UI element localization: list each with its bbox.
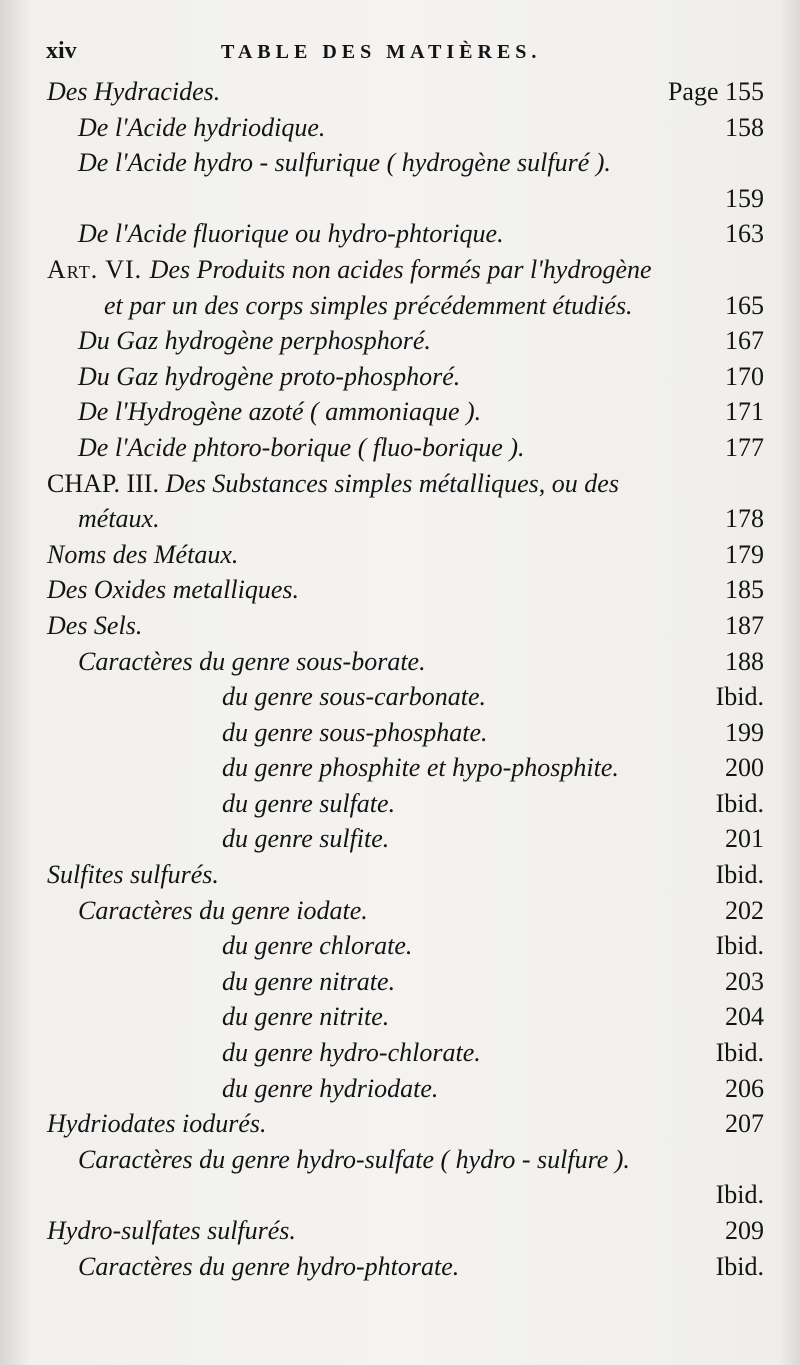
entry-text: métaux. — [78, 504, 160, 534]
toc-entry — [0, 430, 800, 466]
page-value: 165 — [725, 290, 764, 320]
toc-entry-title — [78, 893, 368, 929]
folio-number: xiv — [46, 38, 77, 64]
toc-entry — [0, 893, 800, 929]
toc-entry-title — [78, 359, 460, 395]
page-value: 204 — [725, 1002, 764, 1032]
toc-entry-title — [222, 786, 395, 822]
toc-page-number — [725, 501, 764, 537]
page-value: Ibid. — [715, 931, 764, 961]
page-value: Ibid. — [715, 1251, 764, 1281]
toc-page-number — [725, 1106, 764, 1142]
toc-page-number — [725, 572, 764, 608]
toc-page-number — [725, 715, 764, 751]
toc-page-number — [716, 928, 764, 964]
toc-page-number — [725, 216, 764, 252]
toc-page-number — [716, 679, 764, 715]
toc-page-number — [725, 999, 764, 1035]
page-value: 155 — [725, 77, 764, 106]
toc-entry-title — [222, 715, 488, 751]
section-label: CHAP. III. — [47, 468, 166, 498]
toc-entry-title — [222, 928, 412, 964]
toc-page-number — [725, 750, 764, 786]
entry-text: du genre sulfate. — [222, 788, 396, 818]
page-value: 206 — [725, 1073, 764, 1103]
entry-text: Du Gaz hydrogène proto-phosphoré. — [78, 361, 461, 391]
entry-text: De l'Acide hydriodique. — [78, 112, 326, 142]
table-of-contents — [0, 74, 800, 1284]
toc-entry-title — [47, 608, 142, 644]
page-value: Ibid. — [715, 682, 764, 712]
toc-entry — [0, 74, 800, 110]
page-value: 200 — [725, 753, 764, 783]
toc-entry — [0, 359, 800, 395]
page-value: 202 — [725, 895, 764, 925]
toc-entry-title — [222, 679, 486, 715]
toc-page-number — [725, 1071, 764, 1107]
toc-entry-title — [47, 466, 619, 502]
toc-entry — [0, 1071, 800, 1107]
entry-text: Caractères du genre iodate. — [78, 895, 368, 925]
toc-page-number — [725, 288, 764, 324]
entry-text: De l'Acide hydro - sulfurique ( hydrogène sulfuré ). — [78, 148, 611, 178]
toc-page-number — [668, 74, 764, 110]
entry-text: De l'Acide fluorique ou hydro-phtorique. — [78, 219, 504, 249]
entry-text: Des Hydracides. — [47, 77, 221, 106]
toc-entry-title — [47, 252, 652, 288]
page-value: 171 — [725, 397, 764, 427]
toc-entry-title — [47, 1106, 267, 1142]
toc-page-number — [716, 1177, 764, 1213]
toc-entry — [0, 1213, 800, 1249]
toc-entry-title — [47, 1213, 296, 1249]
toc-entry-title — [104, 288, 633, 324]
page-value: Ibid. — [715, 860, 764, 890]
toc-entry-title — [78, 1142, 630, 1178]
toc-entry — [0, 1106, 800, 1142]
page-value: 163 — [725, 219, 764, 249]
toc-entry — [0, 679, 800, 715]
page-value: Ibid. — [715, 1038, 764, 1068]
toc-entry — [0, 252, 800, 288]
toc-entry — [0, 394, 800, 430]
page-value: 203 — [725, 966, 764, 996]
toc-entry — [0, 644, 800, 680]
page-value: 207 — [725, 1109, 764, 1139]
toc-entry — [0, 216, 800, 252]
toc-page-number — [725, 644, 764, 680]
page-value: 188 — [725, 646, 764, 676]
entry-text: et par un des corps simples précédemment étudiés. — [104, 290, 633, 320]
toc-entry-title — [222, 821, 389, 857]
entry-text: Caractères du genre sous-borate. — [78, 646, 426, 676]
page-value: 178 — [725, 504, 764, 534]
page-value: 170 — [725, 361, 764, 391]
toc-entry — [0, 1035, 800, 1071]
toc-entry — [0, 964, 800, 1000]
entry-text: Sulfites sulfurés. — [47, 860, 219, 890]
page-value: 201 — [725, 824, 764, 854]
entry-text: Caractères du genre hydro-sulfate ( hydro - sulfure ). — [78, 1144, 630, 1174]
toc-entry-title — [78, 644, 426, 680]
toc-entry — [0, 466, 800, 502]
toc-page-number — [725, 110, 764, 146]
toc-entry-title — [222, 1071, 438, 1107]
page-value: 159 — [725, 183, 764, 213]
toc-entry — [0, 537, 800, 573]
toc-page-number — [716, 1035, 764, 1071]
toc-entry-title — [222, 999, 389, 1035]
toc-entry-title — [222, 964, 395, 1000]
toc-entry — [0, 1177, 800, 1213]
entry-text: du genre sulfite. — [222, 824, 390, 854]
entry-text: De l'Hydrogène azoté ( ammoniaque ). — [78, 397, 482, 427]
toc-entry — [0, 928, 800, 964]
toc-entry — [0, 750, 800, 786]
toc-entry — [0, 608, 800, 644]
toc-entry-title — [47, 857, 219, 893]
toc-entry-title — [78, 216, 504, 252]
page-value: 158 — [725, 112, 764, 142]
entry-text: Noms des Métaux. — [47, 539, 239, 569]
toc-page-number — [716, 1249, 764, 1285]
toc-entry — [0, 288, 800, 324]
entry-text: Des Oxides metalliques. — [47, 575, 300, 605]
toc-page-number — [725, 323, 764, 359]
entry-text: du genre hydriodate. — [222, 1073, 439, 1103]
toc-entry — [0, 786, 800, 822]
toc-page-number — [725, 359, 764, 395]
entry-text: Des Substances simples métalliques, ou des — [165, 468, 619, 498]
section-label: Art. VI. — [47, 254, 150, 284]
toc-entry — [0, 1142, 800, 1178]
page-value: 209 — [725, 1216, 764, 1245]
toc-entry — [0, 501, 800, 537]
entry-text: Hydro-sulfates sulfurés. — [47, 1216, 296, 1245]
page-header — [46, 38, 760, 68]
entry-text: du genre sous-carbonate. — [222, 682, 487, 712]
entry-text: du genre nitrate. — [222, 966, 396, 996]
toc-entry — [0, 999, 800, 1035]
entry-text: Du Gaz hydrogène perphosphoré. — [78, 326, 431, 356]
page-value: 167 — [725, 326, 764, 356]
toc-page-number — [716, 857, 764, 893]
toc-entry-title — [47, 537, 238, 573]
toc-entry-title — [47, 74, 220, 110]
toc-entry-title — [78, 430, 525, 466]
toc-page-number — [725, 893, 764, 929]
toc-entry — [0, 181, 800, 217]
toc-entry — [0, 715, 800, 751]
toc-entry-title — [78, 501, 160, 537]
page-value: 177 — [725, 432, 764, 462]
toc-entry — [0, 145, 800, 181]
toc-entry — [0, 1249, 800, 1285]
toc-page-number — [725, 181, 764, 217]
entry-text: du genre sous-phosphate. — [222, 717, 488, 747]
toc-entry-title — [47, 572, 299, 608]
toc-entry-title — [78, 323, 431, 359]
entry-text: Caractères du genre hydro-phtorate. — [78, 1251, 460, 1281]
toc-entry-title — [222, 750, 619, 786]
page-value: 179 — [725, 539, 764, 569]
entry-text: Des Sels. — [47, 610, 143, 640]
toc-entry-title — [78, 394, 481, 430]
toc-entry-title — [78, 110, 325, 146]
entry-text: du genre chlorate. — [222, 931, 413, 961]
toc-page-number — [725, 430, 764, 466]
toc-page-number — [725, 964, 764, 1000]
toc-page-number — [725, 608, 764, 644]
entry-text: Des Produits non acides formés par l'hydrogène — [149, 254, 652, 284]
running-title: TABLE DES MATIÈRES. — [221, 41, 542, 63]
entry-text: du genre hydro-chlorate. — [222, 1038, 481, 1068]
toc-entry-title — [78, 1249, 459, 1285]
toc-entry — [0, 323, 800, 359]
toc-entry-title — [78, 145, 611, 181]
page-value: Ibid. — [715, 788, 764, 818]
entry-text: De l'Acide phtoro-borique ( fluo-borique ). — [78, 432, 525, 462]
page-label: Page — [667, 77, 725, 106]
entry-text: du genre phosphite et hypo-phosphite. — [222, 753, 619, 783]
toc-entry-title — [222, 1035, 481, 1071]
page-value: Ibid. — [715, 1180, 764, 1210]
toc-page-number — [725, 1213, 764, 1249]
page-value: 185 — [725, 575, 764, 605]
toc-page-number — [725, 394, 764, 430]
toc-entry — [0, 572, 800, 608]
toc-entry — [0, 110, 800, 146]
entry-text: du genre nitrite. — [222, 1002, 390, 1032]
toc-page-number — [725, 537, 764, 573]
page-value: 199 — [725, 717, 764, 747]
toc-entry — [0, 857, 800, 893]
page-value: 187 — [725, 610, 764, 640]
entry-text: Hydriodates iodurés. — [47, 1109, 267, 1139]
toc-page-number — [725, 821, 764, 857]
toc-entry — [0, 821, 800, 857]
toc-page-number — [716, 786, 764, 822]
